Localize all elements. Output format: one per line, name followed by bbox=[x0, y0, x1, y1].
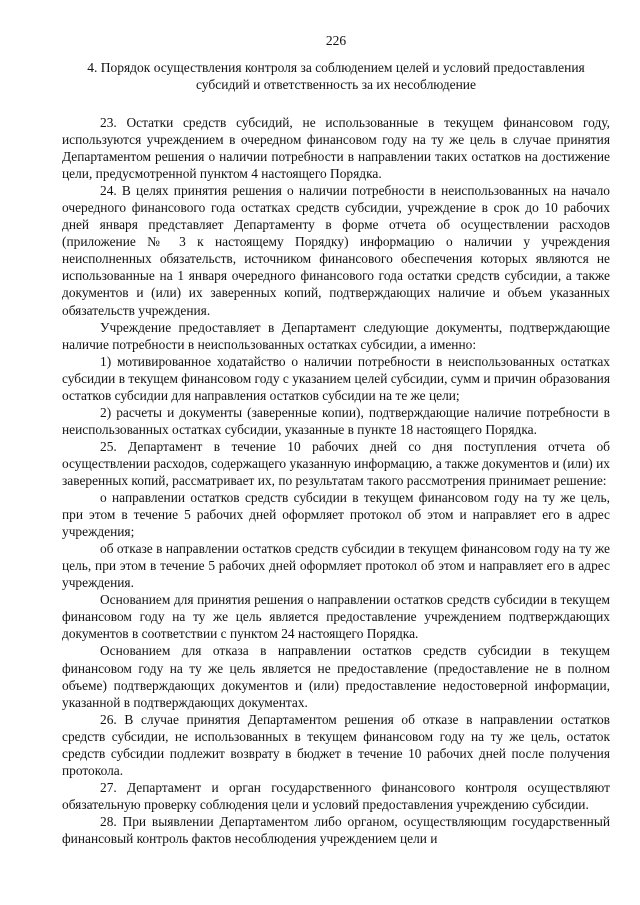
document-page bbox=[62, 32, 610, 847]
list-item-1: 1) мотивированное ходатайство о наличии потребности в неиспользованных остатках субсидии в текущем финансовом году с указанием целей субсидии, сумм и причин образования остатков субсидии для направления остатков субсидии на те же цели; bbox=[62, 353, 610, 403]
paragraph-24: 24. В целях принятия решения о наличии потребности в неиспользованных на начало очередного финансового года остатках средств субсидии, учреждение в срок до 10 рабочих дней января представляет Департаменту в форме отчета об осуществлении расходов (приложение № 3 к настоящему Порядку) информацию о наличии у учреждения неисполненных обязательств, источником финансового обеспечения которых являются не использованные на 1 января очередного финансового года остатки средств субсидии, а также документов и (или) их заверенных копий, подтверждающих наличие и объем указанных обязательств учреждения. bbox=[62, 183, 610, 318]
decision-refuse: об отказе в направлении остатков средств субсидии в текущем финансовом году на ту же цель, при этом в течение 5 рабочих дней оформляет протокол об этом и направляет его в адрес учреждения. bbox=[62, 541, 610, 591]
list-item-2: 2) расчеты и документы (заверенные копии), подтверждающие наличие потребности в неиспользованных остатках субсидии, указанные в пункте 18 настоящего Порядка. bbox=[62, 404, 610, 437]
paragraph-documents-intro: Учреждение предоставляет в Департамент следующие документы, подтверждающие наличие потребности в неиспользованных остатках субсидии, а именно: bbox=[62, 319, 610, 352]
paragraph-27: 27. Департамент и орган государственного финансового контроля осуществляют обязательную проверку соблюдения цели и условий предоставления учреждению субсидии. bbox=[62, 779, 610, 812]
grounds-refuse: Основанием для отказа в направлении остатков средств субсидии в текущем финансовом году на ту же цель является не предоставление (предоставление не в полном объеме) подтверждающих документов и (или) предоставление недостоверной информации, указанной в подтверждающих документах. bbox=[62, 643, 610, 710]
paragraph-23: 23. Остатки средств субсидий, не использованные в текущем финансовом году, используются учреждением в очередном финансовом году на ту же цель в случае принятия Департаментом решения о наличии потребности в направлении таких остатков на достижение цели, предусмотренной пунктом 4 настоящего Порядка. bbox=[62, 115, 610, 182]
document-body bbox=[62, 114, 610, 847]
paragraph-26: 26. В случае принятия Департаментом решения об отказе в направлении остатков средств субсидии, не использованных в текущем финансовом году на ту же цель, остаток средств субсидии подлежит возврату в бюджет в течение 10 рабочих дней после получения протокола. bbox=[62, 711, 610, 778]
decision-approve: о направлении остатков средств субсидии в текущем финансовом году на ту же цель, при этом в течение 5 рабочих дней оформляет протокол об этом и направляет его в адрес учреждения; bbox=[62, 490, 610, 540]
page-number: 226 bbox=[325, 33, 347, 48]
paragraph-28: 28. При выявлении Департаментом либо органом, осуществляющим государственный финансовый контроль фактов несоблюдения учреждением цели и bbox=[62, 813, 610, 846]
section-heading: 4. Порядок осуществления контроля за соблюдением целей и условий предоставления субсидий и ответственность за их несоблюдение bbox=[87, 60, 585, 92]
grounds-approve: Основанием для принятия решения о направлении остатков средств субсидии в текущем финансовом году на ту же цель является предоставление учреждением подтверждающих документов в соответствии с пунктом 24 настоящего Порядка. bbox=[62, 592, 610, 642]
paragraph-25: 25. Департамент в течение 10 рабочих дней со дня поступления отчета об осуществлении расходов, содержащего указанную информацию, а также документов и (или) их заверенных копий, рассматривает их, по результатам такого рассмотрения принимает решение: bbox=[62, 438, 610, 488]
